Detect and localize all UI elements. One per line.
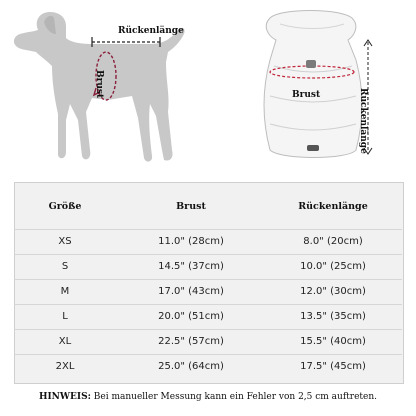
measurement-note <box>0 392 416 403</box>
cell-back-length: 15.5" (40cm) <box>300 336 366 347</box>
table-row <box>15 279 403 303</box>
coat-back-length-label: Rückenlänge <box>358 88 368 154</box>
cell-chest: 20.0" (51cm) <box>158 311 224 322</box>
header-back-length: Rückenlänge <box>298 201 368 212</box>
table-header-row <box>15 183 403 231</box>
note-prefix: HINWEIS: <box>38 392 91 402</box>
dog-measurement-illustration <box>0 0 200 175</box>
note-text: Bei manueller Messung kann ein Fehler von 2,5 cm auftreten. <box>93 392 378 402</box>
cell-size: XS <box>58 236 72 247</box>
row-divider <box>14 354 402 355</box>
table-row <box>15 304 403 328</box>
cell-chest: 11.0" (28cm) <box>158 236 224 247</box>
dog-chest-label: Brust <box>94 70 104 99</box>
coat-chest-label: Brust <box>292 90 321 100</box>
table-row <box>15 329 403 353</box>
cell-back-length: 12.0" (30cm) <box>300 286 366 297</box>
dog-back-length-label: Rückenlänge <box>118 26 184 36</box>
row-divider <box>14 229 402 230</box>
row-divider <box>14 304 402 305</box>
row-divider <box>14 254 402 255</box>
cell-size: L <box>62 311 68 322</box>
header-chest: Brust <box>176 201 206 212</box>
cell-size: XL <box>58 336 72 347</box>
table-row <box>15 254 403 278</box>
cell-size: S <box>61 261 69 272</box>
cell-size: 2XL <box>55 361 75 372</box>
coat-measurement-illustration <box>240 0 416 175</box>
row-divider <box>14 329 402 330</box>
puffer-coat-icon <box>240 0 416 175</box>
cell-chest: 14.5" (37cm) <box>158 261 224 272</box>
cell-chest: 25.0" (64cm) <box>158 361 224 372</box>
cell-back-length: 10.0" (25cm) <box>300 261 366 272</box>
cell-chest: 22.5" (57cm) <box>158 336 224 347</box>
table-row <box>15 354 403 378</box>
cell-back-length: 13.5" (35cm) <box>300 311 366 322</box>
table-row <box>15 229 403 253</box>
row-divider <box>14 279 402 280</box>
header-size: Größe <box>48 201 82 212</box>
cell-chest: 17.0" (43cm) <box>158 286 224 297</box>
cell-back-length: 17.5" (45cm) <box>300 361 366 372</box>
cell-back-length: 8.0" (20cm) <box>303 236 363 247</box>
cell-size: M <box>60 286 70 297</box>
